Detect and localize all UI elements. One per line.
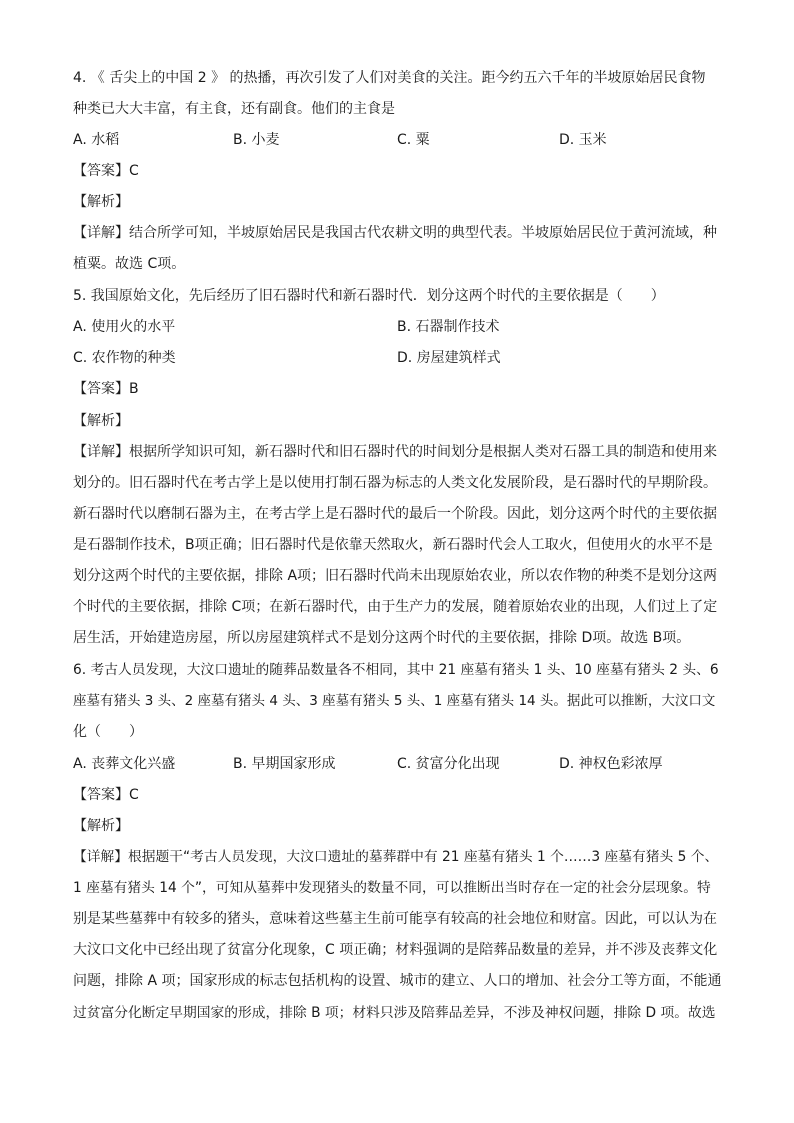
q4-detail-line: 【详解】结合所学可知，半坡原始居民是我国古代农耕文明的典型代表。半坡原始居民位于黄河流域，种 — [73, 225, 717, 241]
q4-option-c: C. 粟 — [397, 132, 430, 148]
q4-option-d: D. 玉米 — [559, 132, 607, 148]
q5-detail-line: 居生活，开始建造房屋，所以房屋建筑样式不是划分这两个时代的主要依据，排除 D项。故选 B项。 — [73, 630, 691, 646]
q6-detail-line: 1 座墓有猪头 14 个”，可知从墓葬中发现猪头的数量不同，可以推断出当时存在一定的社会分层现象。特 — [73, 880, 711, 896]
q5-detail-line: 是石器制作技术，B项正确；旧石器时代是依靠天然取火，新石器时代会人工取火，但使用火的水平不是 — [73, 537, 713, 553]
q6-detail-line: 大汶口文化中已经出现了贫富分化现象，C 项正确；材料强调的是陪葬品数量的差异，并不涉及丧葬文化 — [73, 942, 718, 958]
q4-option-a: A. 水稻 — [73, 132, 120, 148]
q5-analysis-label: 【解析】 — [73, 413, 129, 429]
q6-option-d: D. 神权色彩浓厚 — [559, 756, 663, 772]
q5-detail-line: 个时代的主要依据，排除 C项；在新石器时代，由于生产力的发展，随着原始农业的出现，人们过上了定 — [73, 599, 718, 615]
q6-stem-line: 6. 考古人员发现，大汶口遗址的随葬品数量各不相同，其中 21 座墓有猪头 1 头、10 座墓有猪头 2 头、6 — [73, 662, 719, 678]
q4-stem-line-2: 种类已大大丰富，有主食，还有副食。他们的主食是 — [73, 101, 395, 117]
q6-detail-line: 别是某些墓葬中有较多的猪头，意味着这些墓主生前可能享有较高的社会地位和财富。因此，可以认为在 — [73, 911, 717, 927]
q6-stem-line: 化（ ） — [73, 724, 143, 740]
q6-option-b: B. 早期国家形成 — [233, 756, 336, 772]
q5-option-a: A. 使用火的水平 — [73, 319, 176, 335]
q6-detail-line: 过贫富分化断定早期国家的形成，排除 B 项；材料只涉及陪葬品差异，不涉及神权问题，排除 D 项。故选 — [73, 1005, 716, 1021]
q5-detail-line: 【详解】根据所学知识可知，新石器时代和旧石器时代的时间划分是根据人类对石器工具的制造和使用来 — [73, 444, 717, 460]
q6-stem-line: 座墓有猪头 3 头、2 座墓有猪头 4 头、3 座墓有猪头 5 头、1 座墓有猪头 14 头。据此可以推断，大汶口文 — [73, 693, 716, 709]
q6-answer: 【答案】C — [73, 787, 139, 803]
q5-option-c: C. 农作物的种类 — [73, 350, 176, 366]
q6-option-c: C. 贫富分化出现 — [397, 756, 500, 772]
q4-analysis-label: 【解析】 — [73, 194, 129, 210]
q5-option-b: B. 石器制作技术 — [397, 319, 500, 335]
q4-stem-line-1: 4. 《 舌尖上的中国 2 》 的热播，再次引发了人们对美食的关注。距今约五六千年的半坡原始居民食物 — [73, 70, 706, 86]
q6-option-a: A. 丧葬文化兴盛 — [73, 756, 176, 772]
q6-detail-line: 【详解】根据题干“考古人员发现，大汶口遗址的墓葬群中有 21 座墓有猪头 1 个……3 座墓有猪头 5 个、 — [73, 849, 719, 865]
q4-option-b: B. 小麦 — [233, 132, 280, 148]
q5-stem-line-1: 5. 我国原始文化，先后经历了旧石器时代和新石器时代．划分这两个时代的主要依据是（ ） — [73, 288, 665, 304]
q5-answer: 【答案】B — [73, 381, 139, 397]
q5-detail-line: 划分的。旧石器时代在考古学上是以使用打制石器为标志的人类文化发展阶段，是石器时代的早期阶段。 — [73, 475, 717, 491]
q6-detail-line: 问题，排除 A 项；国家形成的标志包括机构的设置、城市的建立、人口的增加、社会分工等方面，不能通 — [73, 973, 722, 989]
q5-detail-line: 新石器时代以磨制石器为主，在考古学上是石器时代的最后一个阶段。因此，划分这两个时代的主要依据 — [73, 506, 717, 522]
q5-detail-line: 划分这两个时代的主要依据，排除 A项；旧石器时代尚未出现原始农业，所以农作物的种类不是划分这两 — [73, 568, 718, 584]
q6-analysis-label: 【解析】 — [73, 818, 129, 834]
q4-detail-line: 植粟。故选 C项。 — [73, 256, 186, 272]
q4-answer: 【答案】C — [73, 163, 139, 179]
q5-option-d: D. 房屋建筑样式 — [397, 350, 501, 366]
